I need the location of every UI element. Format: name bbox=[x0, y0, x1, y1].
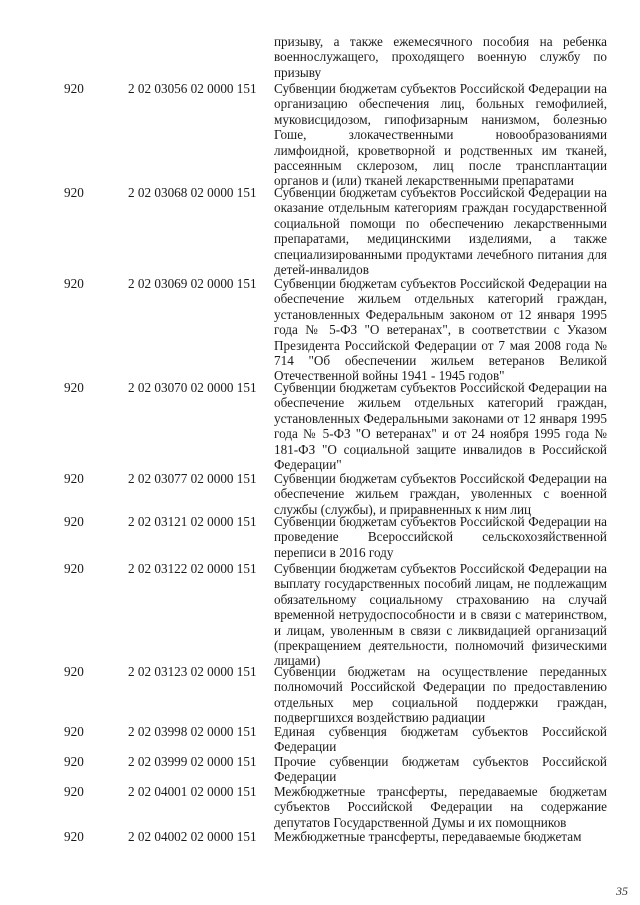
budget-classification-code: 2 02 03122 02 0000 151 bbox=[128, 561, 257, 576]
row-description: Субвенции бюджетам на осуществление переданных полномочий Российской Федерации по предоставлению отдельных мер социальной поддержки граждан, подвергшихся воздействию радиации bbox=[274, 664, 607, 726]
row-description: Единая субвенция бюджетам субъектов Российской Федерации bbox=[274, 724, 607, 755]
admin-code: 920 bbox=[64, 380, 84, 395]
admin-code: 920 bbox=[64, 471, 84, 486]
budget-classification-code: 2 02 04001 02 0000 151 bbox=[128, 784, 257, 799]
admin-code: 920 bbox=[64, 724, 84, 739]
row-description: Субвенции бюджетам субъектов Российской Федерации на оказание отдельным категориям граждан государственной социальной помощи по обеспечению лекарственными препаратами, медицинскими изделиями, а также специализированными продуктами лечебного питания для детей-инвалидов bbox=[274, 185, 607, 278]
budget-classification-code: 2 02 03070 02 0000 151 bbox=[128, 380, 257, 395]
budget-classification-code: 2 02 03998 02 0000 151 bbox=[128, 724, 257, 739]
admin-code: 920 bbox=[64, 829, 84, 844]
row-description: Субвенции бюджетам субъектов Российской Федерации на проведение Всероссийской сельскохозяйственной переписи в 2016 году bbox=[274, 514, 607, 560]
admin-code: 920 bbox=[64, 561, 84, 576]
row-description: Прочие субвенции бюджетам субъектов Российской Федерации bbox=[274, 754, 607, 785]
admin-code: 920 bbox=[64, 784, 84, 799]
admin-code: 920 bbox=[64, 276, 84, 291]
admin-code: 920 bbox=[64, 754, 84, 769]
row-description: Субвенции бюджетам субъектов Российской Федерации на организацию обеспечения лиц, больных гемофилией, муковисцидозом, гипофизарным нанизмом, болезнью Гоше, злокачественными новообразованиями лимфоидной, кроветворной и родственных им тканей, рассеянным склерозом, лиц после трансплантации органов и (или) тканей лекарственными препаратами bbox=[274, 81, 607, 189]
admin-code: 920 bbox=[64, 185, 84, 200]
budget-classification-code: 2 02 03069 02 0000 151 bbox=[128, 276, 257, 291]
row-description: призыву, а также ежемесячного пособия на ребенка военнослужащего, проходящего военную службу по призыву bbox=[274, 34, 607, 80]
budget-classification-code: 2 02 04002 02 0000 151 bbox=[128, 829, 257, 844]
admin-code: 920 bbox=[64, 664, 84, 679]
row-description: Субвенции бюджетам субъектов Российской Федерации на обеспечение жильем граждан, уволенных с военной службы (службы), и приравненных к ним лиц bbox=[274, 471, 607, 517]
budget-classification-code: 2 02 03999 02 0000 151 bbox=[128, 754, 257, 769]
admin-code: 920 bbox=[64, 514, 84, 529]
admin-code: 920 bbox=[64, 81, 84, 96]
row-description: Межбюджетные трансферты, передаваемые бюджетам субъектов Российской Федерации на содержание депутатов Государственной Думы и их помощников bbox=[274, 784, 607, 830]
budget-classification-code: 2 02 03077 02 0000 151 bbox=[128, 471, 257, 486]
budget-classification-code: 2 02 03121 02 0000 151 bbox=[128, 514, 257, 529]
row-description: Субвенции бюджетам субъектов Российской Федерации на выплату государственных пособий лицам, не подлежащим обязательному социальному страхованию на случай временной нетрудоспособности и в связи с материнством, и лицам, уволенным в связи с ликвидацией организаций (прекращением деятельности, полномочий физическими лицами) bbox=[274, 561, 607, 669]
budget-classification-code: 2 02 03123 02 0000 151 bbox=[128, 664, 257, 679]
row-description: Субвенции бюджетам субъектов Российской Федерации на обеспечение жильем отдельных категорий граждан, установленных Федеральными законами от 12 января 1995 года № 5-ФЗ "О ветеранах" и от 24 ноября 1995 года № 181-ФЗ "О социальной защите инвалидов в Российской Федерации" bbox=[274, 380, 607, 473]
row-description: Межбюджетные трансферты, передаваемые бюджетам bbox=[274, 829, 582, 844]
row-description: Субвенции бюджетам субъектов Российской Федерации на обеспечение жильем отдельных категорий граждан, установленных Федеральным законом от 12 января 1995 года № 5-ФЗ "О ветеранах", в соответствии с Указом Президента Российской Федерации от 7 мая 2008 года № 714 "Об обеспечении жильем ветеранов Великой Отечественной войны 1941 - 1945 годов" bbox=[274, 276, 607, 384]
budget-classification-code: 2 02 03056 02 0000 151 bbox=[128, 81, 257, 96]
page-number: 35 bbox=[616, 884, 628, 898]
budget-classification-code: 2 02 03068 02 0000 151 bbox=[128, 185, 257, 200]
